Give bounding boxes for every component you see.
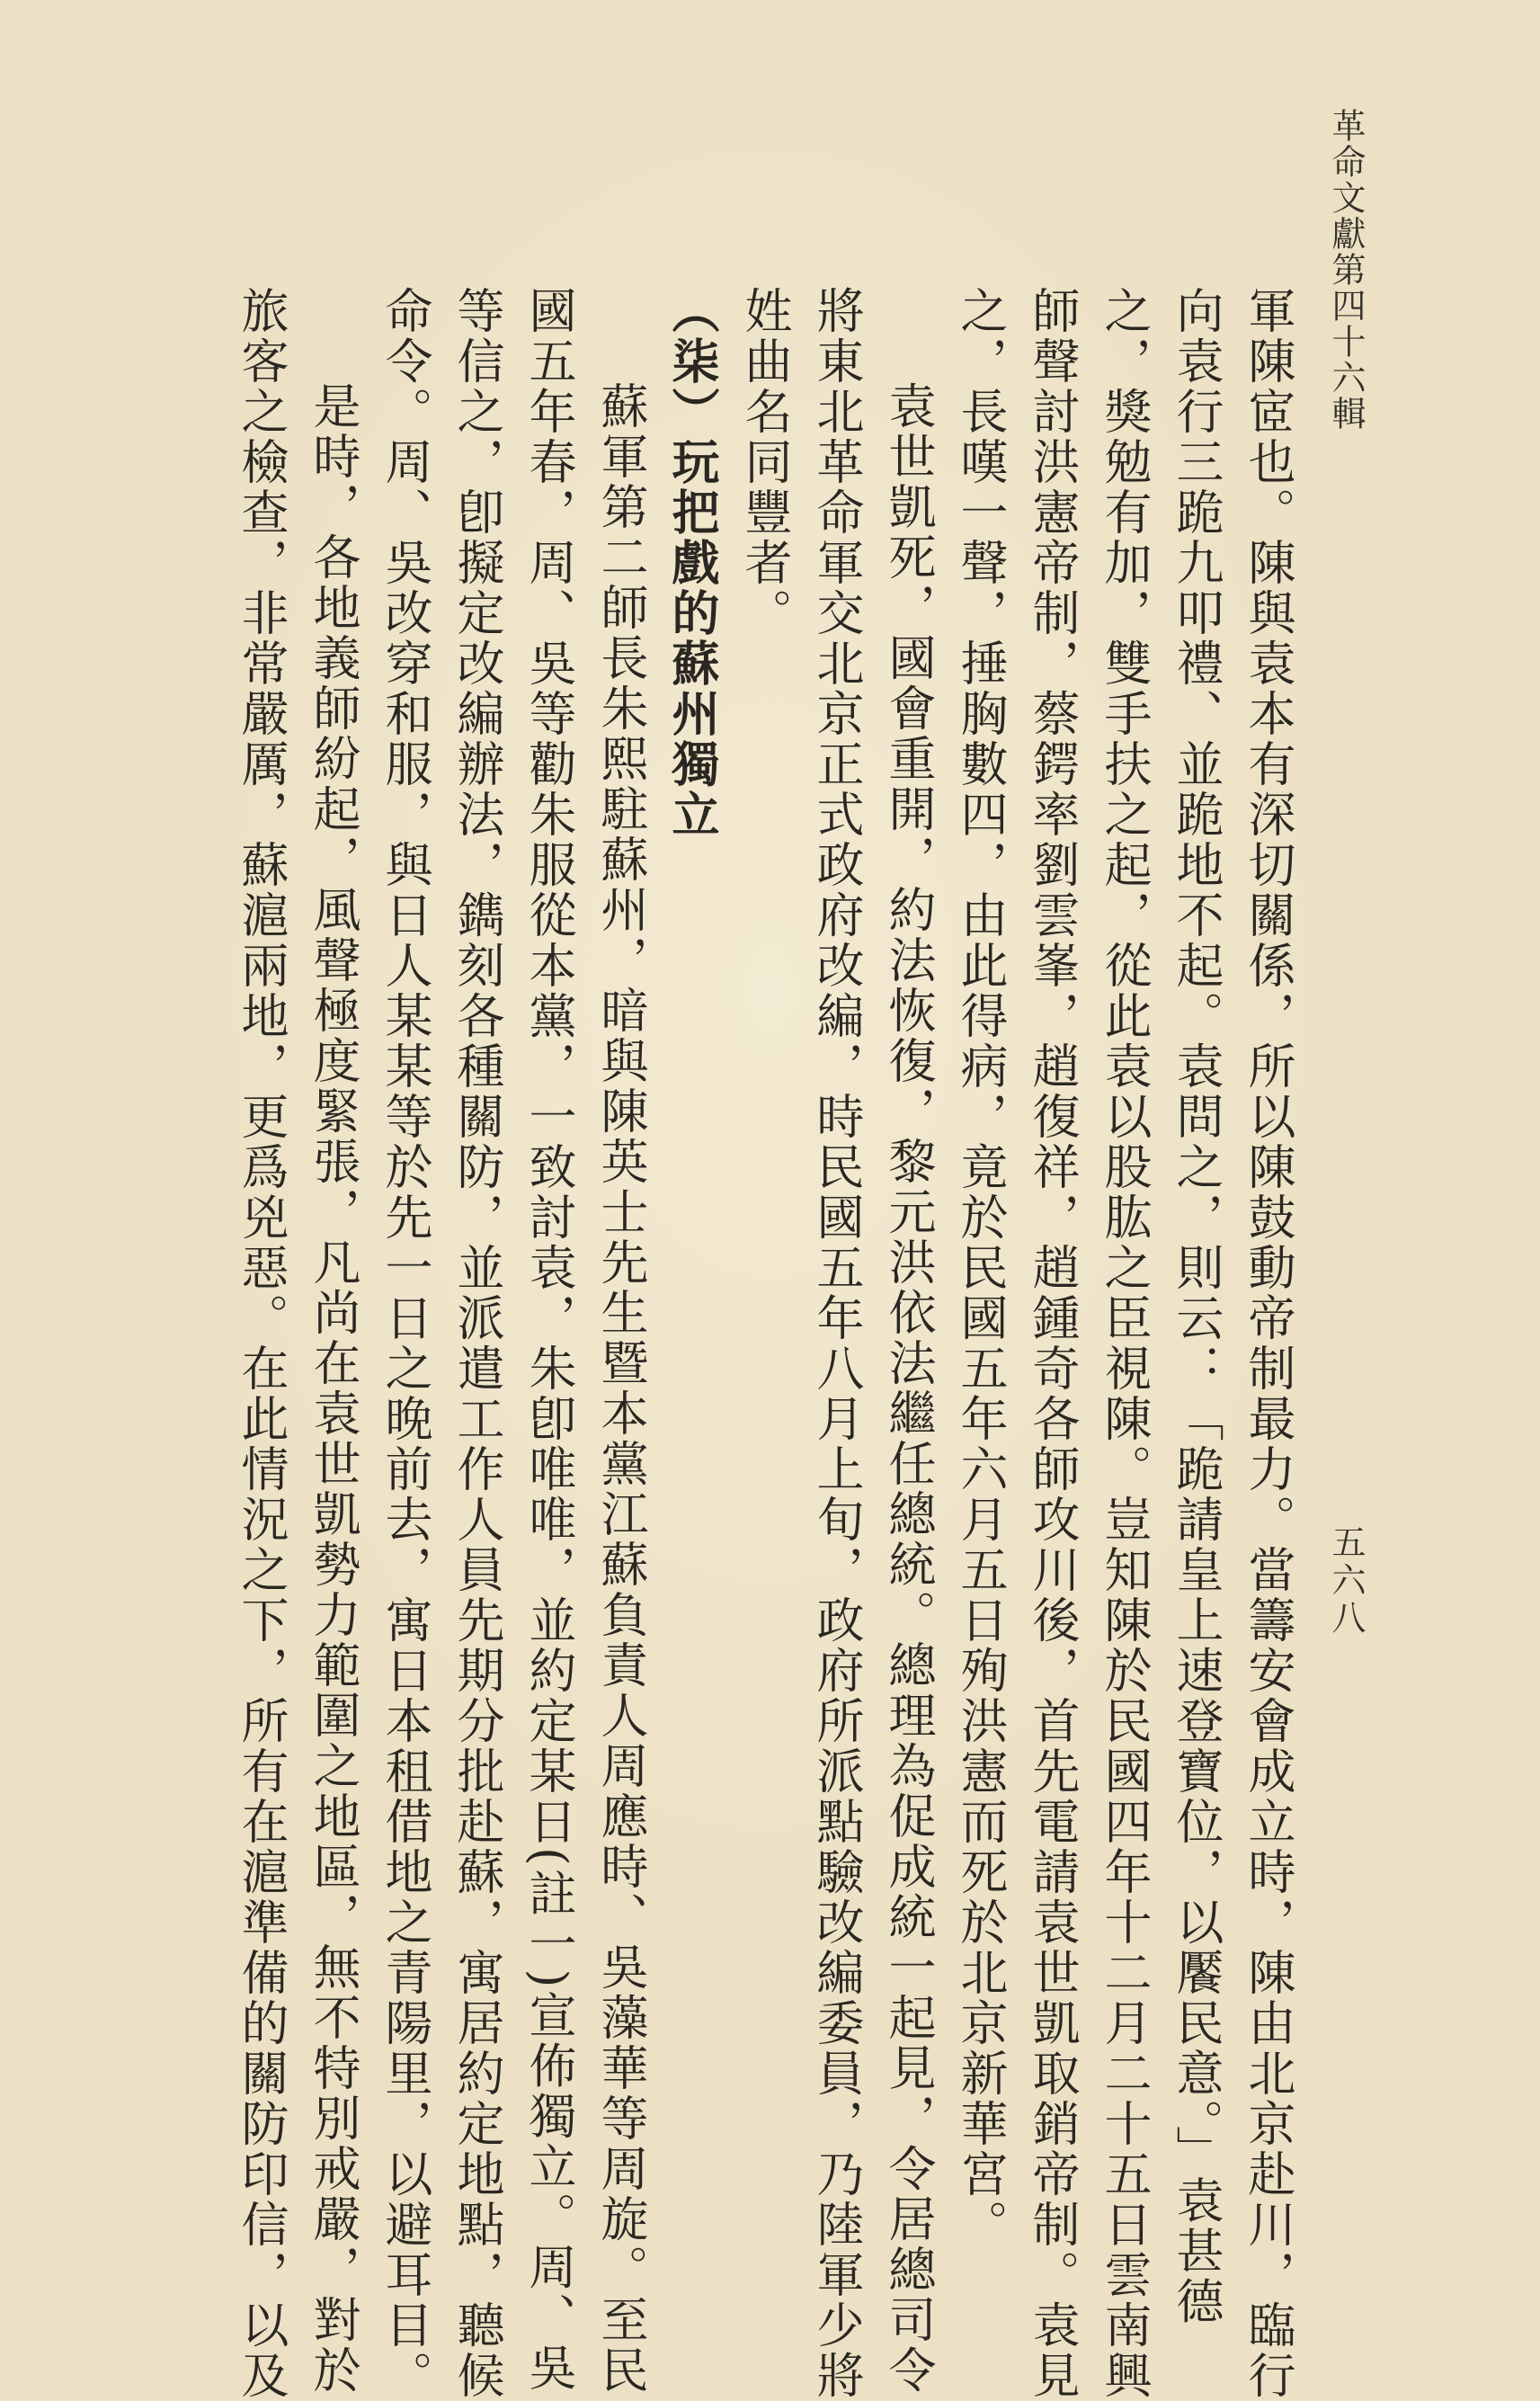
section-heading: （柒）玩把戲的蘇州獨立 xyxy=(664,286,720,840)
text-column: 向袁行三跪九叩禮、並跪地不起。袁問之，則云：「跪請皇上速登寶位，以饜民意。」袁甚德 xyxy=(1169,286,1224,2327)
text-column: 之，長嘆一聲，捶胸數四，由此得病，竟於民國五年六月五日殉洪憲而死於北京新華宮。 xyxy=(953,286,1008,2250)
text-column: 姓曲名同豐者。 xyxy=(737,286,792,638)
text-column: 國五年春，周、吳等勸朱服從本黨，一致討袁，朱卽唯唯，並約定某日(註一)宣佈獨立。周、吳 xyxy=(521,286,576,2394)
page-number: 五六八 xyxy=(1326,1524,1366,1638)
text-column: 師聲討洪憲帝制，蔡鍔率劉雲峯，趙復祥，趙鍾奇各師攻川後，首先電請袁世凱取銷帝制。袁見 xyxy=(1025,286,1080,2401)
text-column: 軍陳宧也。陳與袁本有深切關係，所以陳鼓動帝制最力。當籌安會成立時，陳由北京赴川，臨行 xyxy=(1241,286,1295,2401)
text-column: 袁世凱死，國會重開，約法恢復，黎元洪依法繼任總統。總理為促成統一起見，令居總司令 xyxy=(881,381,936,2396)
text-column: 是時，各地義師紛起，風聲極度緊張，凡尚在袁世凱勢力範圍之地區，無不特別戒嚴，對於 xyxy=(306,381,361,2396)
text-column: 蘇軍第二師長朱熙駐蘇州，暗與陳英士先生暨本黨江蘇負責人周應時、吳藻華等周旋。至民 xyxy=(593,381,648,2396)
text-column: 之，獎勉有加，雙手扶之起，從此袁以股肱之臣視陳。豈知陳於民國四年十二月二十五日雲南興 xyxy=(1097,286,1152,2401)
text-column: 旅客之檢查，非常嚴厲，蘇滬兩地，更爲兇惡。在此情況之下，所有在滬準備的關防印信，以及 xyxy=(234,286,289,2401)
body-text xyxy=(234,286,1304,2401)
text-column: 將東北革命軍交北京正式政府改編，時民國五年八月上旬，政府所派點驗改編委員，乃陸軍少將 xyxy=(809,286,864,2401)
text-column: 命令。周、吳改穿和服，與日人某某等於先一日之晚前去，寓日本租借地之青陽里，以避耳目。 xyxy=(378,286,432,2401)
running-title: 革命文獻第四十六輯 xyxy=(1326,108,1366,432)
text-column: 等信之，卽擬定改編辦法，鐫刻各種關防，並派遣工作人員先期分批赴蘇，寓居約定地點，聽候 xyxy=(450,286,504,2401)
